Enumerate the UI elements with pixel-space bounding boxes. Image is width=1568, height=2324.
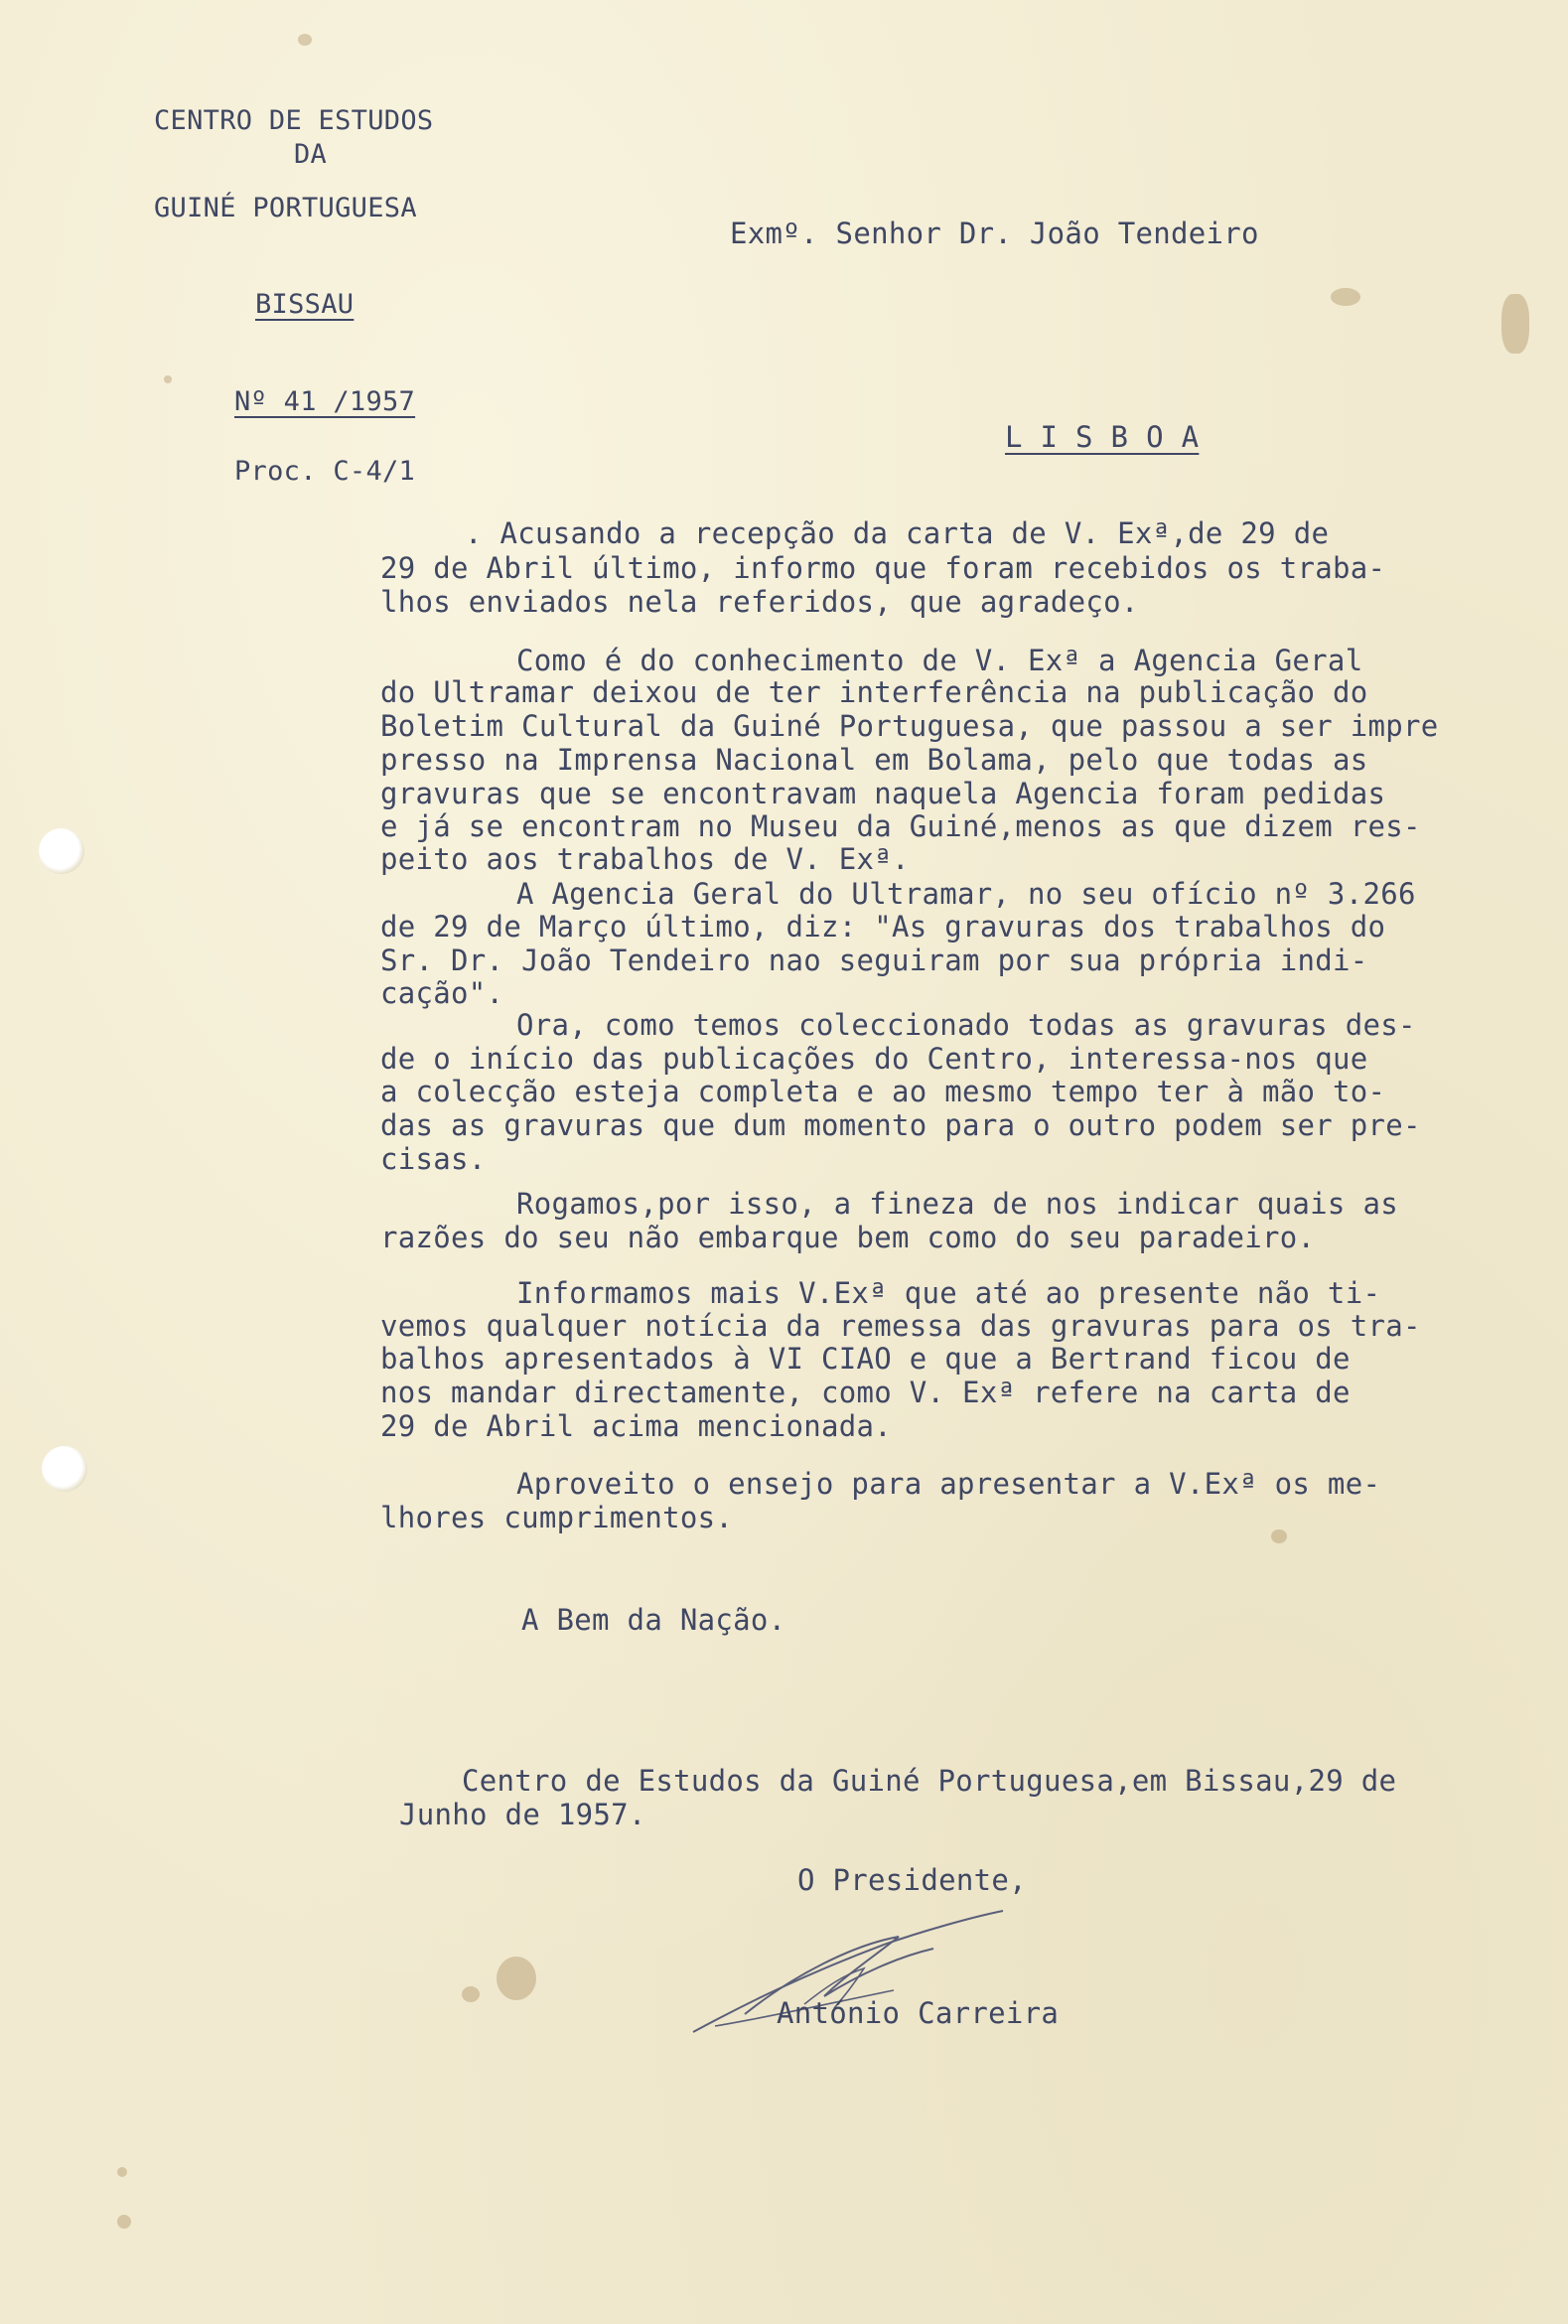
recipient-name: Exmº. Senhor Dr. João Tendeiro <box>730 217 1259 250</box>
closing-place-date-2: Junho de 1957. <box>399 1798 646 1831</box>
stain <box>462 1986 480 2002</box>
body-line: das as gravuras que dum momento para o outro podem ser pre- <box>380 1108 1421 1142</box>
proc-reference: Proc. C-4/1 <box>234 456 416 487</box>
punch-hole <box>39 828 84 874</box>
stain <box>298 34 312 46</box>
stain <box>1331 288 1360 306</box>
body-line: 29 de Abril último, informo que foram recebidos os traba- <box>380 551 1386 585</box>
stain <box>117 2167 127 2177</box>
stain <box>1271 1529 1287 1543</box>
stain <box>497 1957 536 2000</box>
body-line: balhos apresentados à VI CIAO e que a Bertrand ficou de <box>380 1342 1351 1376</box>
body-line: Rogamos,por isso, a fineza de nos indicar quais as <box>516 1187 1398 1221</box>
punch-hole <box>42 1446 87 1492</box>
letter-number: Nº 41 /1957 <box>234 386 416 417</box>
body-line: 29 de Abril acima mencionada. <box>380 1409 893 1443</box>
letterhead-line-3: GUINÉ PORTUGUESA <box>154 193 417 223</box>
letterhead-line-1: CENTRO DE ESTUDOS <box>154 105 434 136</box>
stain <box>117 2215 131 2229</box>
recipient-city: L I S B O A <box>1005 420 1200 454</box>
stain <box>1501 294 1529 354</box>
body-line: lhos enviados nela referidos, que agradeço. <box>380 585 1139 619</box>
closing-motto: A Bem da Nação. <box>521 1603 786 1637</box>
body-line: peito aos trabalhos de V. Exª. <box>380 842 910 876</box>
body-line: vemos qualquer notícia da remessa das gravuras para os tra- <box>380 1309 1421 1343</box>
body-line: a colecção esteja completa e ao mesmo tempo ter à mão to- <box>380 1075 1386 1108</box>
body-line: Sr. Dr. João Tendeiro nao seguiram por sua própria indi- <box>380 944 1368 977</box>
body-line: Boletim Cultural da Guiné Portuguesa, que passou a ser impre <box>380 709 1439 743</box>
body-line: cação". <box>380 976 504 1010</box>
body-line: lhores cumprimentos. <box>380 1501 734 1534</box>
closing-place-date-1: Centro de Estudos da Guiné Portuguesa,em Bissau,29 de <box>462 1764 1397 1798</box>
body-line: razões do seu não embarque bem como do seu paradeiro. <box>380 1221 1316 1254</box>
body-line: A Agencia Geral do Ultramar, no seu ofício nº 3.266 <box>516 877 1416 911</box>
stain <box>164 375 172 383</box>
body-line: Como é do conhecimento de V. Exª a Agencia Geral <box>516 644 1363 677</box>
body-line: Ora, como temos coleccionado todas as gravuras des- <box>516 1008 1416 1042</box>
closing-title: O Presidente, <box>797 1863 1027 1897</box>
body-line: . Acusando a recepção da carta de V. Exª,de 29 de <box>465 516 1330 550</box>
body-line: de 29 de Março último, diz: "As gravuras dos trabalhos do <box>380 910 1386 944</box>
body-line: do Ultramar deixou de ter interferência na publicação do <box>380 675 1368 709</box>
signatory-name: António Carreira <box>777 1996 1060 2030</box>
body-line: cisas. <box>380 1142 487 1176</box>
body-line: de o início das publicações do Centro, interessa-nos que <box>380 1042 1368 1076</box>
body-line: e já se encontram no Museu da Guiné,menos as que dizem res- <box>380 809 1421 843</box>
handwritten-signature <box>685 1905 1023 2054</box>
body-line: gravuras que se encontravam naquela Agencia foram pedidas <box>380 777 1386 810</box>
letterhead-line-2: DA <box>294 139 328 170</box>
letterhead-city: BISSAU <box>255 289 355 320</box>
body-line: presso na Imprensa Nacional em Bolama, pelo que todas as <box>380 743 1368 777</box>
body-line: Informamos mais V.Exª que até ao presente não ti- <box>516 1276 1381 1310</box>
body-line: Aproveito o ensejo para apresentar a V.Exª os me- <box>516 1467 1381 1501</box>
body-line: nos mandar directamente, como V. Exª refere na carta de <box>380 1376 1351 1409</box>
